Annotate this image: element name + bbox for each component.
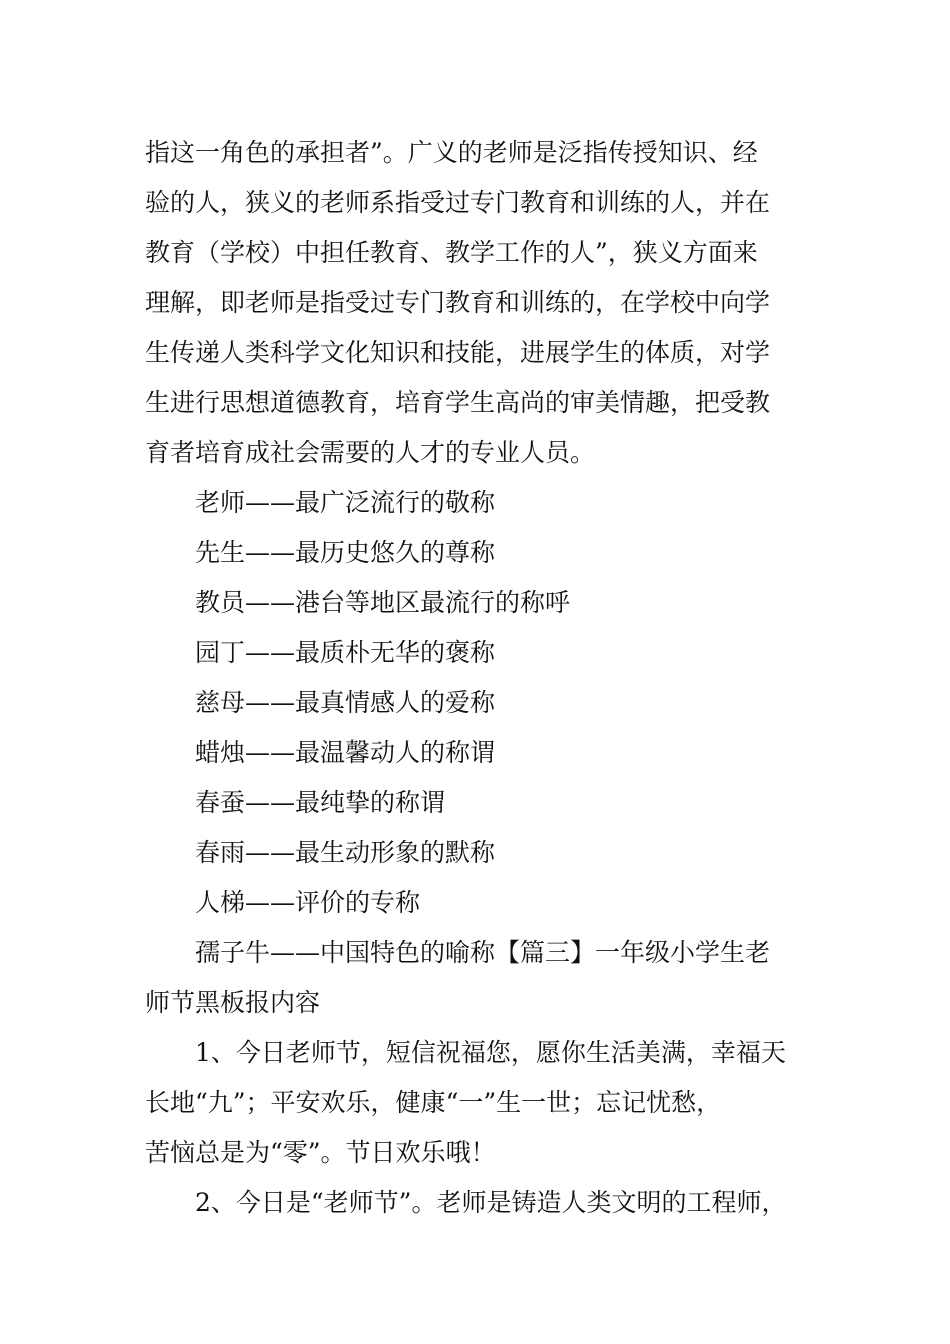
text-line: 慈母——最真情感人的爱称 xyxy=(195,688,496,717)
text-line: 育者培育成社会需要的人才的专业人员。 xyxy=(145,438,596,467)
text-line: 1、今日老师节，短信祝福您，愿你生活美满，幸福天 xyxy=(195,1038,786,1067)
text-line: 生传递人类科学文化知识和技能，进展学生的体质，对学 xyxy=(145,338,771,367)
text-line: 理解，即老师是指受过专门教育和训练的，在学校中向学 xyxy=(145,288,771,317)
text-line: 孺子牛——中国特色的喻称【篇三】一年级小学生老 xyxy=(195,938,771,967)
document-body xyxy=(145,128,835,1228)
text-line: 验的人，狭义的老师系指受过专门教育和训练的人，并在 xyxy=(145,188,771,217)
text-line: 长地“九”；平安欢乐，健康“一”生一世；忘记忧愁， xyxy=(145,1088,722,1117)
text-line: 老师——最广泛流行的敬称 xyxy=(195,488,496,517)
text-line: 师节黑板报内容 xyxy=(145,988,321,1017)
text-line: 春蚕——最纯挚的称谓 xyxy=(195,788,446,817)
text-line: 先生——最历史悠久的尊称 xyxy=(195,538,496,567)
text-line: 蜡烛——最温馨动人的称谓 xyxy=(195,738,496,767)
text-line: 春雨——最生动形象的默称 xyxy=(195,838,496,867)
text-line: 教员——港台等地区最流行的称呼 xyxy=(195,588,571,617)
text-line: 教育（学校）中担任教育、教学工作的人”，狭义方面来 xyxy=(145,238,758,267)
text-line: 生进行思想道德教育，培育学生高尚的审美情趣，把受教 xyxy=(145,388,771,417)
text-line: 人梯——评价的专称 xyxy=(195,888,421,917)
text-line: 2、今日是“老师节”。老师是铸造人类文明的工程师， xyxy=(195,1188,787,1217)
text-line: 园丁——最质朴无华的褒称 xyxy=(195,638,496,667)
text-line: 苦恼总是为“零”。节日欢乐哦！ xyxy=(145,1138,496,1167)
text-line: 指这一角色的承担者”。广义的老师是泛指传授知识、经 xyxy=(145,138,758,167)
